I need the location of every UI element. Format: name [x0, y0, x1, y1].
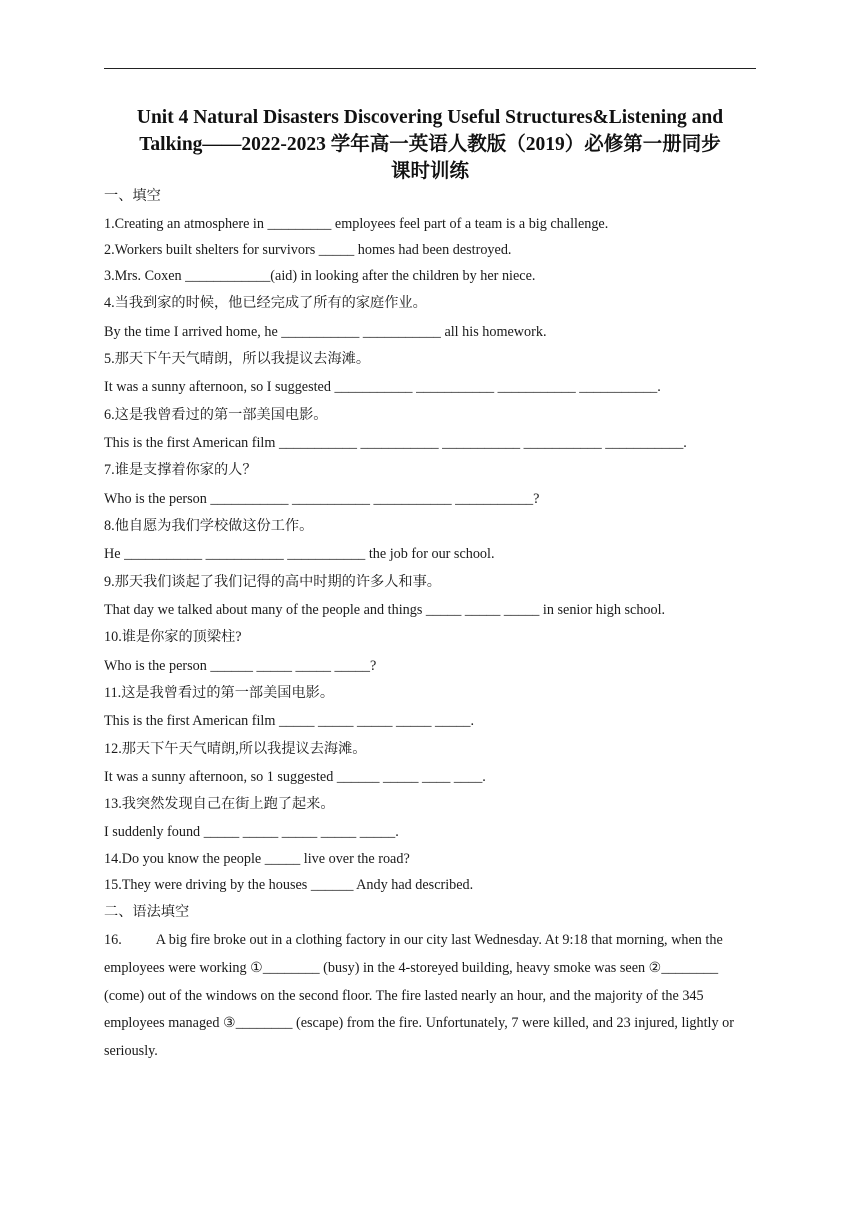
question-16-number: 16. [104, 932, 122, 948]
question-1: 1.Creating an atmosphere in _________ employees feel part of a team is a big challenge. [104, 216, 609, 232]
question-6-english: This is the first American film ___________ ___________ ___________ ___________ ___________. [104, 435, 687, 451]
question-11-chinese: 11.这是我曾看过的第一部美国电影。 [104, 685, 335, 701]
question-2: 2.Workers built shelters for survivors _____ homes had been destroyed. [104, 242, 512, 258]
question-13-english: I suddenly found _____ _____ _____ _____ _____. [104, 824, 399, 840]
question-12-english: It was a sunny afternoon, so 1 suggested ______ _____ ____ ____. [104, 769, 486, 785]
header-rule [104, 68, 756, 69]
question-8-chinese: 8.他自愿为我们学校做这份工作。 [104, 518, 314, 534]
question-5-english: It was a sunny afternoon, so I suggested ___________ ___________ ___________ ___________. [104, 379, 661, 395]
section-heading-fill-in: 一、填空 [104, 188, 161, 204]
question-5-chinese: 5.那天下午天气晴朗，所以我提议去海滩。 [104, 351, 371, 367]
question-9-english: That day we talked about many of the people and things _____ _____ _____ in senior high school. [104, 602, 666, 618]
worksheet-title [96, 104, 764, 185]
question-7-chinese: 7.谁是支撑着你家的人？ [104, 462, 257, 478]
question-8-english: He ___________ ___________ ___________ the job for our school. [104, 546, 495, 562]
question-6-chinese: 6.这是我曾看过的第一部美国电影。 [104, 407, 328, 423]
question-12-chinese: 12.那天下午天气晴朗,所以我提议去海滩。 [104, 741, 367, 757]
title-line-1: Unit 4 Natural Disasters Discovering Useful Structures&Listening and [136, 107, 724, 128]
question-4-english: By the time I arrived home, he ___________ ___________ all his homework. [104, 324, 547, 340]
section-heading-grammar-fill: 二、语法填空 [104, 904, 190, 920]
question-16-passage [104, 927, 756, 1066]
question-15: 15.They were driving by the houses ______ Andy had described. [104, 877, 474, 893]
question-11-english: This is the first American film _____ _____ _____ _____ _____. [104, 713, 475, 729]
title-line-3: 课时训练 [390, 161, 469, 182]
question-10-chinese: 10.谁是你家的顶梁柱? [104, 629, 242, 645]
question-10-english: Who is the person ______ _____ _____ _____? [104, 658, 377, 674]
question-9-chinese: 9.那天我们谈起了我们记得的高中时期的许多人和事。 [104, 574, 441, 590]
title-line-2: Talking——2022-2023 学年高一英语人教版（2019）必修第一册同步 [139, 134, 721, 155]
question-4-chinese: 4.当我到家的时候，他已经完成了所有的家庭作业。 [104, 295, 427, 311]
question-7-english: Who is the person ___________ ___________ ___________ ___________? [104, 491, 540, 507]
question-3: 3.Mrs. Coxen ____________(aid) in looking after the children by her niece. [104, 268, 536, 284]
question-13-chinese: 13.我突然发现自己在街上跑了起来。 [104, 796, 335, 812]
question-16-text: A big fire broke out in a clothing factory in our city last Wednesday. At 9:18 that morning, when the employees were working ①________ (busy) in the 4-storeyed building, heavy smoke was seen ②________ (come) out of the windows on the second floor. The fire lasted nearly an hour, and the majority of the 345 employees managed ③________ (escape) from the fire. Unfortunately, 7 were killed, and 23 injured, lightly or seriously. [104, 932, 734, 1060]
question-14: 14.Do you know the people _____ live over the road? [104, 851, 410, 867]
